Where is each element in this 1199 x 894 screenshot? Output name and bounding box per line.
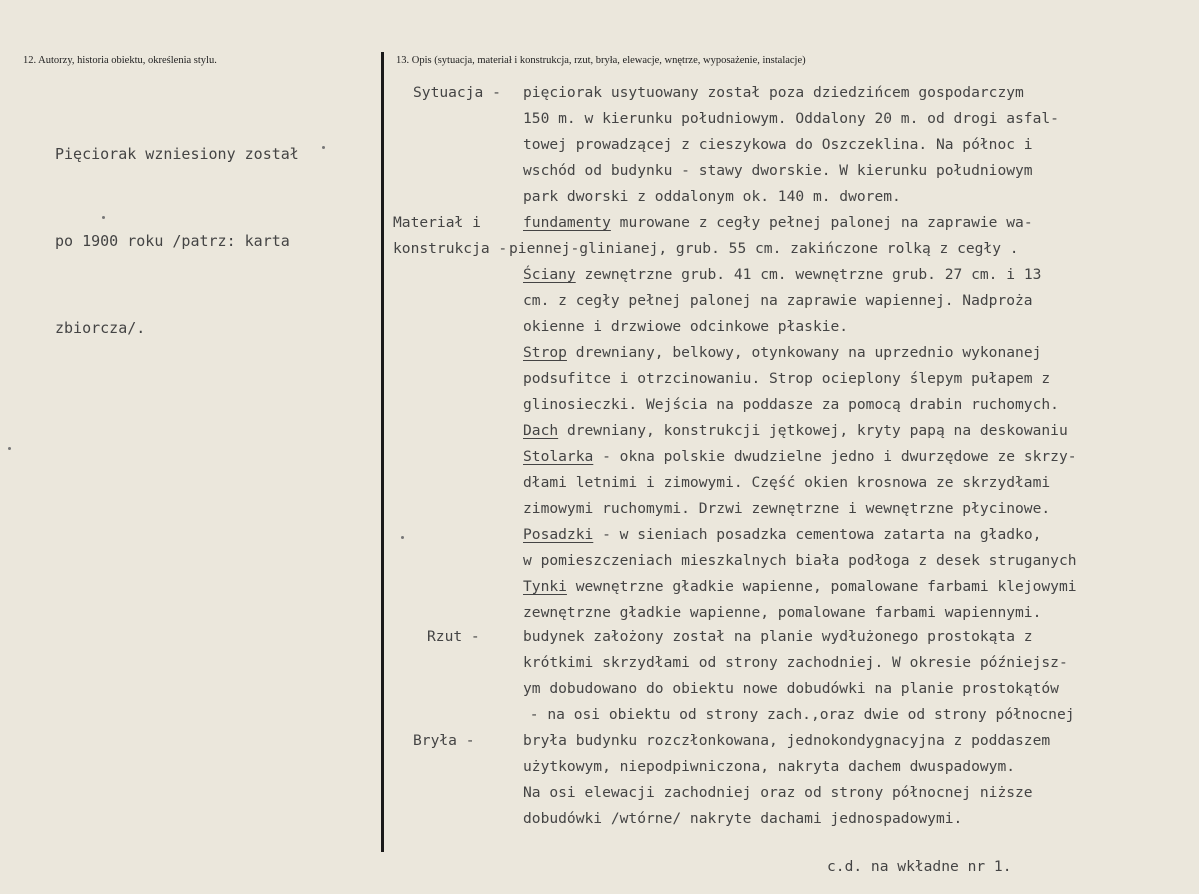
paper-speck — [8, 447, 11, 450]
description-line — [523, 84, 1024, 101]
description-line — [523, 758, 1015, 775]
section-12-line: zbiorcza/. — [55, 319, 146, 337]
section-13-heading: 13. Opis (sytuacja, materiał i konstrukcja, rzut, bryła, elewacje, wnętrze, wyposażenie, instalacje) — [396, 55, 806, 66]
description-line — [523, 680, 1059, 697]
description-line — [521, 706, 1075, 723]
description-line — [523, 448, 1077, 465]
description-line — [523, 604, 1041, 621]
line-text: - w sieniach posadzka cementowa zatarta na gładko, — [593, 526, 1042, 543]
description-line — [523, 136, 1033, 153]
line-text: drewniany, konstrukcji jętkowej, kryty papą na deskowaniu — [558, 422, 1068, 439]
line-text: Na osi elewacji zachodniej oraz od strony północnej niższe — [523, 784, 1033, 801]
description-line — [523, 628, 1033, 645]
description-line — [523, 110, 1059, 127]
description-line — [523, 526, 1041, 543]
line-text: ym dobudowano do obiektu nowe dobudówki na planie prostokątów — [523, 680, 1059, 697]
description-line — [523, 370, 1050, 387]
line-text: pięciorak usytuowany został poza dziedzińcem gospodarczym — [523, 84, 1024, 101]
description-line — [523, 422, 1068, 439]
column-divider — [381, 52, 384, 852]
line-text: towej prowadzącej z cieszykowa do Oszczeklina. Na północ i — [523, 136, 1033, 153]
line-text: zewnętrzne grub. 41 cm. wewnętrzne grub. 27 cm. i 13 — [575, 266, 1042, 283]
line-text: - okna polskie dwudzielne jedno i dwurzędowe ze skrzy- — [593, 448, 1077, 465]
description-line — [523, 474, 1050, 491]
line-text: glinosieczki. Wejścia na poddasze za pomocą drabin ruchomych. — [523, 396, 1059, 413]
line-text: - na osi obiektu od strony zach.,oraz dwie od strony północnej — [521, 706, 1075, 723]
description-line — [523, 732, 1050, 749]
line-text: podsufitce i otrzcinowaniu. Strop ocieplony ślepym pułapem z — [523, 370, 1051, 387]
underlined-term: Posadzki — [523, 526, 594, 543]
label-bryla: Bryła - — [413, 732, 475, 749]
underlined-term: Tynki — [523, 578, 567, 595]
label-rzut: Rzut - — [427, 628, 480, 645]
continuation-note: c.d. na wkładne nr 1. — [827, 858, 1012, 875]
description-line — [523, 188, 901, 205]
line-text: cm. z cegły pełnej palonej na zaprawie wapiennej. Nadproża — [523, 292, 1033, 309]
label-material: Materiał i — [393, 214, 481, 231]
paper-speck — [102, 216, 105, 219]
description-line — [523, 266, 1041, 283]
description-line — [509, 240, 1019, 257]
description-line — [523, 552, 1077, 569]
description-line — [523, 810, 962, 827]
section-12-text — [55, 82, 355, 401]
section-12-line: po 1900 roku /patrz: karta — [55, 232, 290, 250]
line-text: zewnętrzne gładkie wapienne, pomalowane farbami wapiennymi. — [523, 604, 1042, 621]
section-12-line: Pięciorak wzniesiony został — [55, 145, 299, 163]
paper-speck — [401, 536, 404, 539]
line-text: piennej-glinianej, grub. 55 cm. zakińczone rolką z cegły . — [509, 240, 1019, 257]
paper-speck — [322, 146, 325, 149]
description-line — [523, 162, 1033, 179]
line-text: budynek założony został na planie wydłużonego prostokąta z — [523, 628, 1033, 645]
line-text: bryła budynku rozczłonkowana, jednokondygnacyjna z poddaszem — [523, 732, 1051, 749]
underlined-term: Dach — [523, 422, 559, 439]
section-12-heading: 12. Autorzy, historia obiektu, określenia stylu. — [23, 55, 217, 66]
line-text: zimowymi ruchomymi. Drzwi zewnętrzne i wewnętrzne płycinowe. — [523, 500, 1051, 517]
line-text: krótkimi skrzydłami od strony zachodniej. W okresie późniejsz- — [523, 654, 1068, 671]
line-text: dobudówki /wtórne/ nakryte dachami jednospadowymi. — [523, 810, 963, 827]
description-line — [523, 784, 1033, 801]
description-line — [523, 500, 1050, 517]
line-text: w pomieszczeniach mieszkalnych biała podłoga z desek struganych — [523, 552, 1077, 569]
description-line — [523, 214, 1033, 231]
line-text: drewniany, belkowy, otynkowany na uprzednio wykonanej — [566, 344, 1042, 361]
line-text: wschód od budynku - stawy dworskie. W kierunku południowym — [523, 162, 1033, 179]
description-line — [523, 344, 1041, 361]
line-text: murowane z cegły pełnej palonej na zaprawie wa- — [610, 214, 1033, 231]
description-line — [523, 578, 1077, 595]
description-line — [523, 318, 848, 335]
underlined-term: Strop — [523, 344, 567, 361]
line-text: park dworski z oddalonym ok. 140 m. dworem. — [523, 188, 901, 205]
underlined-term: Stolarka — [523, 448, 594, 465]
label-konstrukcja: konstrukcja - — [393, 240, 508, 257]
description-line — [523, 396, 1059, 413]
underlined-term: Ściany — [523, 266, 576, 283]
description-line — [523, 654, 1068, 671]
line-text: użytkowym, niepodpiwniczona, nakryta dachem dwuspadowym. — [523, 758, 1016, 775]
line-text: dłami letnimi i zimowymi. Część okien krosnowa ze skrzydłami — [523, 474, 1051, 491]
underlined-term: fundamenty — [523, 214, 611, 231]
line-text: okienne i drzwiowe odcinkowe płaskie. — [523, 318, 849, 335]
line-text: wewnętrzne gładkie wapienne, pomalowane farbami klejowymi — [566, 578, 1077, 595]
label-sytuacja: Sytuacja - — [413, 84, 501, 101]
description-line — [523, 292, 1033, 309]
line-text: 150 m. w kierunku południowym. Oddalony 20 m. od drogi asfal- — [523, 110, 1059, 127]
